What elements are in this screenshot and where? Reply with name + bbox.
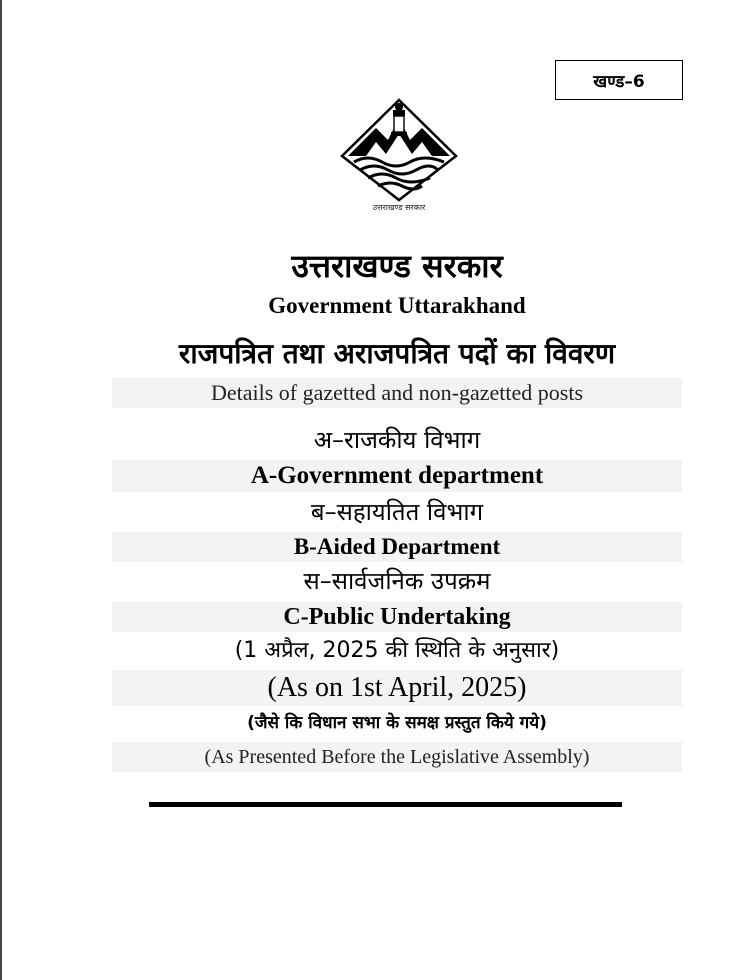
subtitle-english: Details of gazetted and non-gazetted posts — [112, 378, 682, 408]
section-c-english: C-Public Undertaking — [112, 602, 682, 632]
title-english: Government Uttarakhand — [268, 293, 526, 318]
presented-hindi: (जैसे कि विधान सभा के समक्ष प्रस्तुत किये गये) — [247, 713, 547, 733]
volume-label: खण्ड–6 — [555, 60, 683, 100]
emblem-caption: उत्तराखण्ड सरकार — [372, 203, 426, 212]
subtitle-hindi: राजपत्रित तथा अराजपत्रित पदों का विवरण — [178, 337, 616, 370]
section-a-hindi: अ–राजकीय विभाग — [313, 426, 481, 454]
section-a-english: A-Government department — [112, 460, 682, 492]
as-on-english: (As on 1st April, 2025) — [112, 670, 682, 706]
as-on-hindi: (1 अप्रैल, 2025 की स्थिति के अनुसार) — [234, 638, 560, 663]
horizontal-rule — [149, 802, 622, 807]
section-b-hindi: ब–सहायतित विभाग — [310, 498, 484, 526]
state-emblem-icon — [340, 98, 458, 202]
section-b-english: B-Aided Department — [112, 532, 682, 562]
section-c-hindi: स–सार्वजनिक उपक्रम — [303, 567, 491, 595]
page-edge — [0, 0, 2, 980]
presented-english: (As Presented Before the Legislative Assembly) — [112, 742, 682, 772]
title-hindi: उत्तराखण्ड सरकार — [291, 247, 503, 285]
